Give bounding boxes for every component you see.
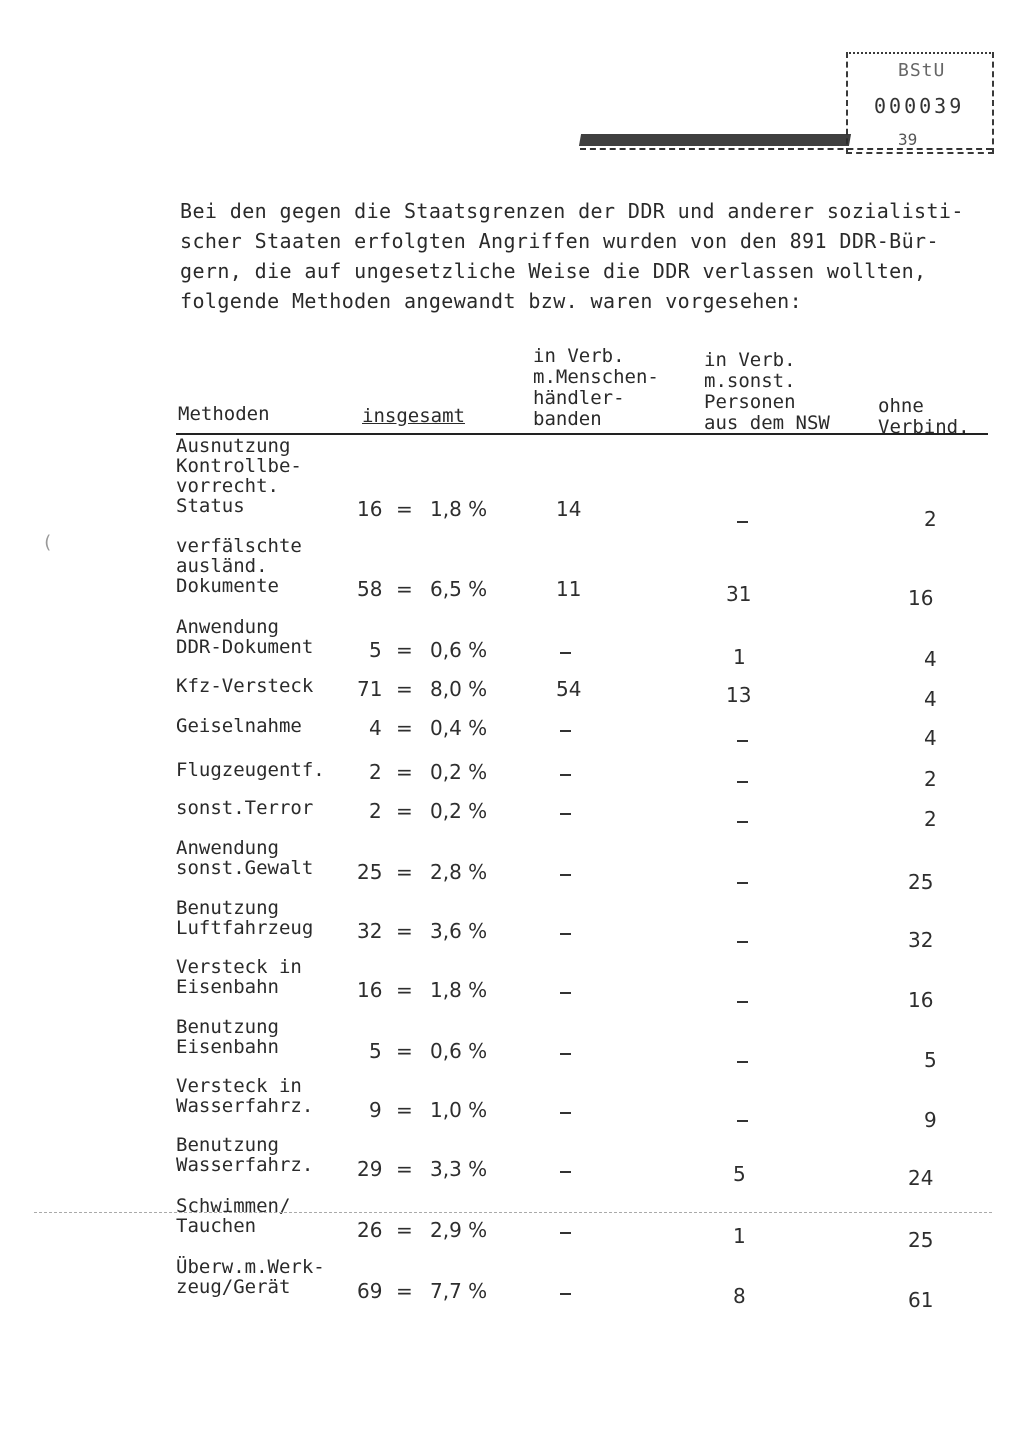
nsw-count: 1 xyxy=(733,1224,746,1248)
faint-fold-line xyxy=(34,1212,992,1213)
menschenhaendler-count-dash xyxy=(560,1112,571,1114)
percent-value: 6,5 % xyxy=(430,577,488,601)
redaction-bar xyxy=(579,134,851,146)
nsw-count-dash xyxy=(737,1120,748,1122)
percent-value: 0,2 % xyxy=(430,799,488,823)
header-methoden: Methoden xyxy=(178,403,270,425)
stamp-number: 000039 xyxy=(874,94,965,118)
total-count: 5 xyxy=(369,1039,382,1063)
menschenhaendler-count-dash xyxy=(560,730,571,732)
percent-value: 0,4 % xyxy=(430,716,488,740)
menschenhaendler-count: 54 xyxy=(556,677,582,701)
method-label: Geiselnahme xyxy=(176,715,302,737)
ohne-count: 4 xyxy=(924,647,937,671)
menschenhaendler-count-dash xyxy=(560,992,571,994)
ohne-count: 2 xyxy=(924,767,937,791)
ohne-count: 25 xyxy=(908,1228,934,1252)
equals-sign: = xyxy=(396,919,413,943)
equals-sign: = xyxy=(396,1098,413,1122)
ohne-count: 61 xyxy=(908,1288,934,1312)
equals-sign: = xyxy=(396,799,413,823)
menschenhaendler-count-dash xyxy=(560,652,571,654)
nsw-count: 31 xyxy=(726,582,752,606)
menschenhaendler-count-dash xyxy=(560,933,571,935)
method-label: sonst.Terror xyxy=(176,797,314,819)
total-count: 32 xyxy=(357,919,383,943)
ohne-count: 32 xyxy=(908,928,934,952)
total-count: 5 xyxy=(369,638,382,662)
nsw-count-dash xyxy=(737,941,748,943)
menschenhaendler-count-dash xyxy=(560,774,571,776)
ohne-count: 5 xyxy=(924,1048,937,1072)
percent-value: 7,7 % xyxy=(430,1279,488,1303)
menschenhaendler-count-dash xyxy=(560,1232,571,1234)
equals-sign: = xyxy=(396,760,413,784)
intro-line: gern, die auf ungesetzliche Weise die DDR verlassen wollten, xyxy=(180,259,927,283)
nsw-count-dash xyxy=(737,1061,748,1063)
ohne-count: 24 xyxy=(908,1166,934,1190)
total-count: 71 xyxy=(357,677,383,701)
percent-value: 3,6 % xyxy=(430,919,488,943)
total-count: 16 xyxy=(357,978,383,1002)
percent-value: 0,6 % xyxy=(430,1039,488,1063)
nsw-count: 13 xyxy=(726,683,752,707)
percent-value: 2,8 % xyxy=(430,860,488,884)
nsw-count-dash xyxy=(737,740,748,742)
intro-paragraph xyxy=(180,196,970,316)
nsw-count-dash xyxy=(737,1001,748,1003)
percent-value: 0,2 % xyxy=(430,760,488,784)
equals-sign: = xyxy=(396,577,413,601)
ohne-count: 9 xyxy=(924,1108,937,1132)
method-label: Ausnutzung Kontrollbe- vorrecht. Status xyxy=(176,435,302,517)
ohne-count: 4 xyxy=(924,726,937,750)
menschenhaendler-count-dash xyxy=(560,813,571,815)
intro-line: folgende Methoden angewandt bzw. waren vorgesehen: xyxy=(180,289,803,313)
nsw-count-dash xyxy=(737,821,748,823)
margin-mark: ( xyxy=(42,532,53,553)
equals-sign: = xyxy=(396,1279,413,1303)
total-count: 2 xyxy=(369,760,382,784)
total-count: 9 xyxy=(369,1098,382,1122)
reference-underline xyxy=(580,148,992,150)
menschenhaendler-count-dash xyxy=(560,1171,571,1173)
equals-sign: = xyxy=(396,1218,413,1242)
menschenhaendler-count-dash xyxy=(560,1053,571,1055)
nsw-count-dash xyxy=(737,781,748,783)
equals-sign: = xyxy=(396,716,413,740)
method-label: Schwimmen/ Tauchen xyxy=(176,1195,291,1237)
percent-value: 8,0 % xyxy=(430,677,488,701)
equals-sign: = xyxy=(396,1039,413,1063)
method-label: Benutzung Luftfahrzeug xyxy=(176,897,314,939)
total-count: 58 xyxy=(357,577,383,601)
method-label: Benutzung Eisenbahn xyxy=(176,1016,279,1058)
ohne-count: 16 xyxy=(908,988,934,1012)
ohne-count: 16 xyxy=(908,586,934,610)
method-label: Versteck in Eisenbahn xyxy=(176,956,302,998)
method-label: Überw.m.Werk- zeug/Gerät xyxy=(176,1256,325,1298)
intro-line: scher Staaten erfolgten Angriffen wurden von den 891 DDR-Bür- xyxy=(180,229,939,253)
total-count: 26 xyxy=(357,1218,383,1242)
percent-value: 0,6 % xyxy=(430,638,488,662)
equals-sign: = xyxy=(396,497,413,521)
stamp-agency: BStU xyxy=(898,60,946,81)
equals-sign: = xyxy=(396,677,413,701)
method-label: Anwendung sonst.Gewalt xyxy=(176,837,314,879)
total-count: 16 xyxy=(357,497,383,521)
nsw-count: 1 xyxy=(733,645,746,669)
method-label: Versteck in Wasserfahrz. xyxy=(176,1075,314,1117)
ohne-count: 2 xyxy=(924,507,937,531)
percent-value: 2,9 % xyxy=(430,1218,488,1242)
ohne-count: 25 xyxy=(908,870,934,894)
total-count: 29 xyxy=(357,1157,383,1181)
method-label: Kfz-Versteck xyxy=(176,675,314,697)
total-count: 69 xyxy=(357,1279,383,1303)
menschenhaendler-count: 11 xyxy=(556,577,582,601)
page-number: 39 xyxy=(898,130,918,149)
method-label: verfälschte ausländ. Dokumente xyxy=(176,535,302,597)
method-label: Benutzung Wasserfahrz. xyxy=(176,1134,314,1176)
intro-line: Bei den gegen die Staatsgrenzen der DDR und anderer sozialisti- xyxy=(180,199,964,223)
reference-line xyxy=(580,130,992,156)
header-ohne-verbindung: ohne Verbind. xyxy=(878,395,970,438)
menschenhaendler-count: 14 xyxy=(556,497,582,521)
nsw-count: 5 xyxy=(733,1162,746,1186)
equals-sign: = xyxy=(396,978,413,1002)
percent-value: 1,8 % xyxy=(430,497,488,521)
total-count: 2 xyxy=(369,799,382,823)
ohne-count: 4 xyxy=(924,687,937,711)
method-label: Flugzeugentf. xyxy=(176,759,325,781)
equals-sign: = xyxy=(396,860,413,884)
nsw-count-dash xyxy=(737,521,748,523)
equals-sign: = xyxy=(396,638,413,662)
ohne-count: 2 xyxy=(924,807,937,831)
percent-value: 1,0 % xyxy=(430,1098,488,1122)
percent-value: 1,8 % xyxy=(430,978,488,1002)
method-label: Anwendung DDR-Dokument xyxy=(176,616,314,658)
menschenhaendler-count-dash xyxy=(560,1293,571,1295)
total-count: 4 xyxy=(369,716,382,740)
header-nsw: in Verb. m.sonst. Personen aus dem NSW xyxy=(704,349,830,434)
menschenhaendler-count-dash xyxy=(560,874,571,876)
equals-sign: = xyxy=(396,1157,413,1181)
header-rule xyxy=(176,433,988,435)
total-count: 25 xyxy=(357,860,383,884)
percent-value: 3,3 % xyxy=(430,1157,488,1181)
header-menschenhaendler: in Verb. m.Menschen- händler- banden xyxy=(533,345,659,430)
header-insgesamt: insgesamt xyxy=(362,405,465,427)
nsw-count: 8 xyxy=(733,1284,746,1308)
nsw-count-dash xyxy=(737,882,748,884)
